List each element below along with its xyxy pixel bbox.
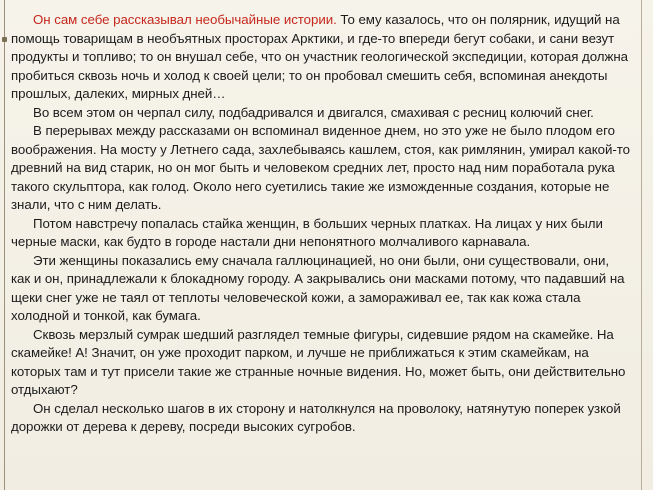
story-text-block: [11, 11, 631, 437]
left-border-line: [4, 0, 5, 490]
paragraph-text: Эти женщины показались ему сначала галлюцинацией, но они были, они существовали, они, как и он, принадлежали к блокадному городу. А закрывались они масками потому, что падавший на щеки снег уже не таял от теплоты человеческой кожи, а замораживал ее, так как кожа стала холодной и тонкой, как бумага.: [11, 252, 625, 323]
paragraph-text: Во всем этом он черпал силу, подбадривался и двигался, смахивая с ресниц колючий снег.: [33, 104, 594, 120]
paragraph-5: [11, 252, 631, 326]
paragraph-6: [11, 326, 631, 400]
paragraph-text: Он сделал несколько шагов в их сторону и натолкнулся на проволоку, натянутую поперек узкой дорожки от дерева к дереву, посреди высоких сугробов.: [11, 400, 621, 434]
paragraph-4: [11, 215, 631, 252]
highlighted-lead-sentence: Он сам себе рассказывал необычайные истории.: [33, 12, 337, 27]
bullet-marker: [2, 37, 7, 42]
paragraph-7: [11, 400, 631, 437]
paragraph-text: Потом навстречу попалась стайка женщин, в больших черных платках. На лицах у них были черные маски, как будто в городе настали дни непонятного молчаливого карнавала.: [11, 215, 603, 249]
paragraph-3: [11, 122, 631, 215]
paragraph-2: [11, 104, 631, 123]
paragraph-text: В перерывах между рассказами он вспоминал виденное днем, но это уже не было плодом его воображения. На мосту у Летнего сада, захлебываясь кашлем, стоя, как римлянин, умирал какой-то древний на вид старик, но он мог быть и человеком средних лет, просто над ним поработала рука такого скульптора, как голод. Около него суетились такие же изможденные создания, которые не знали, что с ним делать.: [11, 123, 630, 212]
paragraph-1: [11, 11, 631, 104]
paragraph-text: То ему казалось, что он полярник, идущий на помощь товарищам в необъятных просторах Арктики, и где-то впереди бегут собаки, и сани везут продукты и топливо; то он внушал себе, что он участник геологической экспедиции, которая должна пробиться сквозь ночь и холод к своей цели; то он пробовал смешить себя, вспоминая анекдоты прошлых, далеких, мирных дней…: [11, 12, 628, 101]
right-border-line: [641, 0, 642, 490]
paragraph-text: Сквозь мерзлый сумрак шедший разглядел темные фигуры, сидевшие рядом на скамейке. На скамейке! А! Значит, он уже проходит парком, и лучше не приближаться к этим скамейкам, на которых там и тут присели такие же странные ночные видения. Но, может быть, они действительно отдыхают?: [11, 326, 626, 397]
